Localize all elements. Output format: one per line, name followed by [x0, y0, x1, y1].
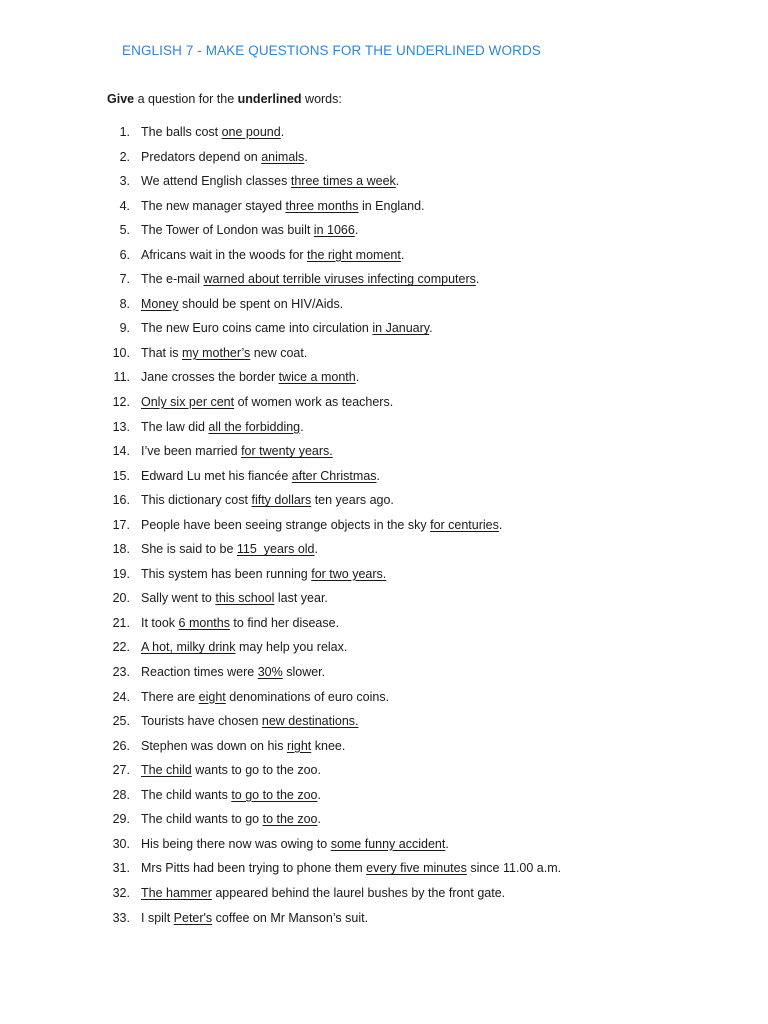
sentence-after: .: [317, 812, 321, 827]
sentence-before: People have been seeing strange objects in the sky: [141, 517, 431, 532]
item-sentence: [141, 369, 359, 386]
item-sentence: [141, 198, 425, 215]
sentence-after: to find her disease.: [229, 615, 340, 630]
underlined-words: this school: [215, 591, 275, 606]
item-number: 27.: [112, 763, 130, 778]
underlined-words: Peter's: [173, 910, 213, 925]
item-number: 7.: [119, 272, 130, 287]
sentence-before: Mrs Pitts had been trying to phone them: [141, 861, 367, 876]
item-number: 14.: [112, 444, 130, 459]
underlined-words: 115 years old: [236, 542, 315, 557]
item-sentence: [141, 860, 561, 877]
item-sentence: [141, 664, 325, 681]
instruction-give: Give: [107, 92, 135, 106]
sentence-before: That is: [141, 345, 182, 360]
underlined-words: after Christmas: [291, 468, 377, 483]
sentence-before: This dictionary cost: [141, 493, 252, 508]
sentence-after: .: [395, 174, 400, 189]
item-number: 4.: [119, 198, 130, 213]
sentence-after: .: [317, 787, 321, 802]
sentence-before: The new Euro coins came into circulation: [141, 321, 373, 336]
underlined-words: three times a week: [290, 174, 396, 189]
worksheet-title: ENGLISH 7 - MAKE QUESTIONS FOR THE UNDERLINED WORDS: [122, 43, 541, 58]
item-sentence: [141, 639, 347, 656]
sentence-before: The balls cost: [141, 125, 222, 139]
sentence-after: .: [445, 836, 449, 851]
sentence-before: Sally went to: [141, 591, 216, 606]
item-number: 24.: [112, 689, 130, 704]
item-number: 22.: [112, 640, 130, 655]
underlined-words: 6 months: [178, 615, 230, 630]
sentence-after: ten years ago.: [311, 493, 394, 508]
sentence-after: new coat.: [250, 345, 308, 360]
sentence-after: may help you relax.: [235, 640, 348, 655]
sentence-before: The child wants: [141, 787, 232, 802]
item-number: 12.: [112, 395, 130, 410]
instruction-text: a question for the: [134, 92, 238, 106]
item-sentence: [141, 590, 328, 607]
sentence-after: .: [355, 370, 360, 385]
item-number: 6.: [119, 247, 130, 262]
underlined-words: for twenty years.: [241, 444, 333, 459]
item-number: 10.: [112, 345, 130, 360]
item-number: 17.: [112, 517, 130, 532]
underlined-words: new destinations.: [261, 714, 359, 729]
item-number: 25.: [112, 714, 130, 729]
underlined-words: three months: [285, 198, 359, 213]
item-sentence: [141, 762, 321, 779]
item-sentence: [141, 787, 321, 804]
underlined-words: every five minutes: [366, 861, 467, 876]
underlined-words: my mother’s: [182, 345, 251, 360]
sentence-after: last year.: [274, 591, 328, 606]
sentence-after: .: [498, 517, 503, 532]
sentence-before: I spilt: [141, 910, 174, 925]
item-sentence: [141, 271, 479, 288]
sentence-after: knee.: [311, 738, 346, 753]
item-sentence: [141, 517, 502, 534]
item-sentence: [141, 247, 404, 264]
item-number: 19.: [112, 566, 130, 581]
underlined-words: eight: [198, 689, 226, 704]
item-number: 5.: [119, 223, 130, 238]
sentence-after: wants to go to the zoo.: [191, 763, 321, 778]
underlined-words: animals: [261, 149, 305, 164]
item-sentence: [141, 566, 386, 583]
sentence-after: denominations of euro coins.: [225, 689, 390, 704]
underlined-words: to go to the zoo: [231, 787, 318, 802]
sentence-before: It took: [141, 615, 179, 630]
sentence-before: Tourists have chosen: [141, 714, 262, 729]
item-sentence: [141, 492, 394, 509]
sentence-after: .: [354, 223, 359, 238]
sentence-after: .: [475, 272, 480, 287]
sentence-before: The new manager stayed: [141, 198, 286, 213]
item-sentence: [141, 468, 380, 485]
underlined-words: fifty dollars: [251, 493, 312, 508]
item-number: 8.: [119, 296, 130, 311]
item-number: 21.: [112, 615, 130, 630]
underlined-words: Money: [141, 296, 179, 311]
sentence-before: I’ve been married: [141, 444, 242, 459]
item-number: 26.: [112, 738, 130, 753]
sentence-after: .: [400, 247, 405, 262]
item-number: 29.: [112, 812, 130, 827]
item-number: 28.: [112, 787, 130, 802]
item-sentence: [141, 419, 304, 436]
item-number: 33.: [112, 910, 130, 925]
item-number: 20.: [112, 591, 130, 606]
item-sentence: [141, 910, 368, 927]
underlined-words: all the forbidding: [208, 419, 301, 434]
item-number: 2.: [119, 149, 130, 164]
instruction-text-end: words:: [301, 92, 342, 106]
item-number: 23.: [112, 665, 130, 680]
item-sentence: [141, 222, 358, 239]
item-number: 1.: [119, 125, 130, 139]
sentence-before: Reaction times were: [141, 665, 258, 680]
item-sentence: [141, 394, 393, 411]
sentence-after: should be spent on HIV/Aids.: [178, 296, 344, 311]
item-number: 31.: [112, 861, 130, 876]
item-sentence: [141, 885, 505, 902]
item-sentence: [141, 713, 359, 730]
sentence-before: The child wants to go: [141, 812, 263, 827]
item-sentence: [141, 811, 321, 828]
item-sentence: [141, 615, 339, 632]
item-number: 30.: [112, 836, 130, 851]
item-number: 3.: [119, 174, 130, 189]
sentence-after: .: [314, 542, 318, 557]
item-number: 15.: [112, 468, 130, 483]
item-number: 9.: [119, 321, 130, 336]
item-sentence: [141, 443, 333, 460]
underlined-words: Only six per cent: [141, 395, 235, 410]
sentence-before: We attend English classes: [141, 174, 291, 189]
sentence-after: coffee on Mr Manson’s suit.: [212, 910, 369, 925]
underlined-words: right: [286, 738, 312, 753]
sentence-after: .: [280, 125, 285, 139]
sentence-before: The e-mail: [141, 272, 204, 287]
instruction-underlined: underlined: [237, 92, 302, 106]
sentence-after: .: [300, 419, 304, 434]
sentence-after: since 11.00 a.m.: [466, 861, 562, 876]
item-sentence: [141, 124, 284, 141]
instruction: [107, 92, 342, 106]
item-number: 13.: [112, 419, 130, 434]
sentence-after: appeared behind the laurel bushes by the front gate.: [211, 885, 506, 900]
underlined-words: 30%: [257, 665, 283, 680]
sentence-before: His being there now was owing to: [141, 836, 331, 851]
underlined-words: twice a month: [278, 370, 356, 385]
item-sentence: [141, 296, 343, 313]
underlined-words: warned about terrible viruses infecting computers: [203, 272, 476, 287]
sentence-after: in England.: [358, 198, 425, 213]
item-sentence: [141, 320, 433, 337]
item-sentence: [141, 541, 318, 558]
underlined-words: The hammer: [141, 885, 212, 900]
sentence-before: The law did: [141, 419, 209, 434]
sentence-before: Jane crosses the border: [141, 370, 279, 385]
item-sentence: [141, 689, 389, 706]
sentence-after: of women work as teachers.: [234, 395, 394, 410]
underlined-words: in 1066: [313, 223, 355, 238]
sentence-after: slower.: [282, 665, 326, 680]
underlined-words: in January: [372, 321, 430, 336]
item-number: 18.: [112, 542, 130, 557]
sentence-before: Predators depend on: [141, 149, 262, 164]
sentence-after: .: [304, 149, 308, 164]
item-sentence: [141, 345, 307, 362]
underlined-words: A hot, milky drink: [141, 640, 236, 655]
sentence-after: .: [429, 321, 433, 336]
sentence-after: .: [376, 468, 381, 483]
item-number: 32.: [112, 885, 130, 900]
underlined-words: The child: [141, 763, 192, 778]
item-sentence: [141, 173, 399, 190]
underlined-words: for centuries: [430, 517, 499, 532]
sentence-before: Africans wait in the woods for: [141, 247, 308, 262]
sentence-before: Stephen was down on his: [141, 738, 287, 753]
item-sentence: [141, 836, 449, 853]
sentence-before: This system has been running: [141, 566, 312, 581]
underlined-words: some funny accident: [330, 836, 446, 851]
underlined-words: one pound: [221, 125, 281, 139]
underlined-words: for two years.: [311, 566, 387, 581]
underlined-words: the right moment: [307, 247, 401, 262]
sentence-before: She is said to be: [141, 542, 237, 557]
sentence-before: There are: [141, 689, 199, 704]
sentence-before: The Tower of London was built: [141, 223, 314, 238]
item-number: 16.: [112, 493, 130, 508]
underlined-words: to the zoo: [262, 812, 318, 827]
item-sentence: [141, 149, 308, 166]
item-number: 11.: [113, 370, 130, 385]
item-sentence: [141, 738, 345, 755]
sentence-before: Edward Lu met his fiancée: [141, 468, 292, 483]
